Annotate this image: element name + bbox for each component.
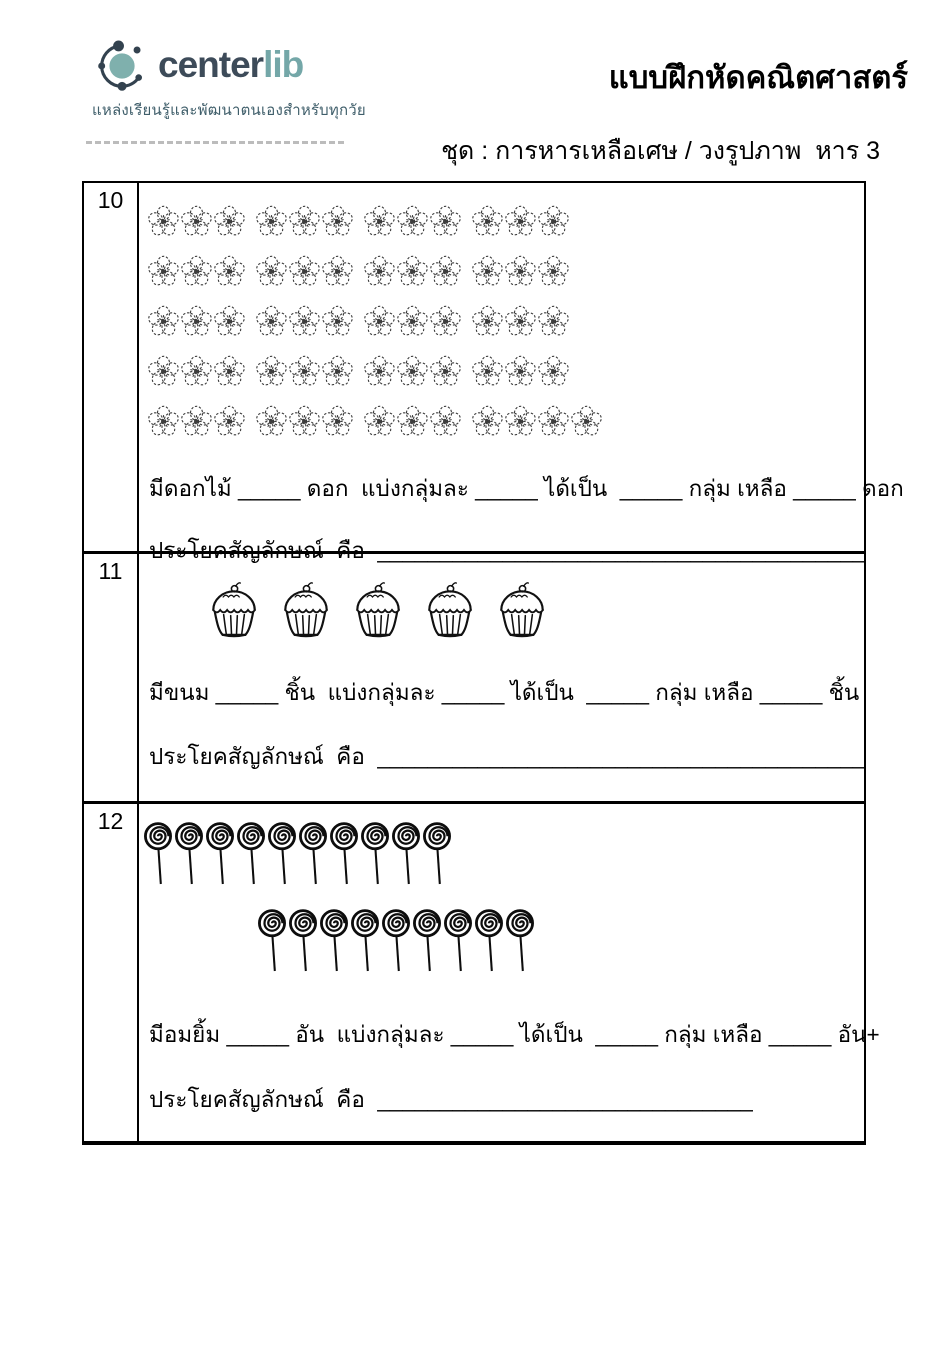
answer-blank: _______________________________________ — [377, 744, 866, 769]
picture-grid-flowers — [147, 203, 612, 453]
picture-group — [471, 303, 570, 340]
picture-row — [147, 353, 612, 390]
flower-icon — [180, 253, 213, 290]
flower-icon — [429, 303, 462, 340]
flower-icon — [255, 403, 288, 440]
picture-group — [255, 303, 354, 340]
flower-icon — [396, 303, 429, 340]
flower-icon — [363, 203, 396, 240]
flower-icon — [321, 353, 354, 390]
flower-icon — [471, 403, 504, 440]
exercise-number: 12 — [84, 804, 139, 1141]
picture-group — [363, 353, 462, 390]
lollipop-icon — [443, 905, 473, 977]
lollipop-icon — [412, 905, 442, 977]
symbol-sentence — [149, 738, 865, 774]
cupcake-icon — [424, 582, 476, 640]
lollipop-icon — [381, 905, 411, 977]
exercise-table — [82, 181, 904, 1145]
page-title: แบบฝึกหัดคณิตศาสตร์ — [608, 60, 908, 95]
symbol-label: ประโยคสัญลักษณ์ คือ — [149, 1087, 378, 1112]
picture-row — [257, 905, 536, 977]
flower-icon — [147, 353, 180, 390]
flower-icon — [537, 303, 570, 340]
flower-icon — [504, 203, 537, 240]
flower-icon — [288, 403, 321, 440]
lollipop-icon — [474, 905, 504, 977]
brand-name — [158, 44, 303, 86]
lollipop-icon — [350, 905, 380, 977]
exercise-content — [139, 183, 904, 563]
fill-in-sentence: มีอมยิ้ม _____ อัน แบ่งกลุ่มละ _____ ได้เป็น _____ กลุ่ม เหลือ _____ อัน+ — [149, 1022, 880, 1047]
flower-icon — [180, 303, 213, 340]
exercise-row-10 — [84, 183, 904, 563]
flower-icon — [363, 353, 396, 390]
exercise-number: 10 — [84, 183, 139, 551]
picture-row — [147, 303, 612, 340]
cupcake-icon — [280, 582, 332, 640]
picture-group — [208, 582, 568, 640]
flower-icon — [429, 403, 462, 440]
flower-icon — [471, 303, 504, 340]
picture-group — [363, 253, 462, 290]
picture-group — [147, 203, 246, 240]
brand-logo — [92, 34, 366, 122]
lollipop-icon — [319, 905, 349, 977]
flower-icon — [537, 203, 570, 240]
lollipop-icon — [329, 818, 359, 890]
flower-icon — [147, 303, 180, 340]
lollipop-icon — [298, 818, 328, 890]
picture-group — [471, 353, 570, 390]
fill-in-sentence: มีขนม _____ ชิ้น แบ่งกลุ่มละ _____ ได้เป็น _____ กลุ่ม เหลือ _____ ชิ้น — [149, 680, 860, 705]
flower-icon — [537, 253, 570, 290]
flower-icon — [255, 303, 288, 340]
picture-group — [363, 403, 462, 440]
cupcake-icon — [208, 582, 260, 640]
flower-icon — [396, 353, 429, 390]
flower-icon — [504, 253, 537, 290]
flower-icon — [396, 403, 429, 440]
picture-group — [471, 203, 570, 240]
picture-grid-cupcakes — [208, 582, 568, 640]
picture-row — [143, 818, 536, 890]
picture-row — [147, 203, 612, 240]
flower-icon — [288, 353, 321, 390]
flower-icon — [213, 253, 246, 290]
flower-icon — [147, 403, 180, 440]
flower-icon — [321, 203, 354, 240]
picture-group — [255, 253, 354, 290]
flower-icon — [363, 253, 396, 290]
picture-group — [257, 905, 536, 977]
picture-row — [147, 253, 612, 290]
flower-icon — [147, 253, 180, 290]
lollipop-icon — [174, 818, 204, 890]
exercise-row-11 — [84, 554, 864, 804]
flower-icon — [537, 353, 570, 390]
flower-icon — [288, 203, 321, 240]
flower-icon — [213, 303, 246, 340]
flower-icon — [396, 253, 429, 290]
flower-icon — [180, 203, 213, 240]
lollipop-icon — [288, 905, 318, 977]
flower-icon — [396, 203, 429, 240]
answer-blank: _______________________________________ — [377, 538, 866, 563]
exercise-content — [139, 554, 864, 801]
picture-grid-lollipops — [143, 818, 536, 992]
flower-icon — [504, 353, 537, 390]
lollipop-icon — [143, 818, 173, 890]
cupcake-icon — [352, 582, 404, 640]
lollipop-icon — [236, 818, 266, 890]
flower-icon — [321, 403, 354, 440]
picture-group — [147, 353, 246, 390]
page-subtitle: ชุด : การหารเหลือเศษ / วงรูปภาพ หาร 3 — [441, 137, 880, 165]
flower-icon — [255, 203, 288, 240]
flower-icon — [429, 253, 462, 290]
brand-name-primary: center — [158, 44, 264, 85]
picture-group — [255, 203, 354, 240]
flower-icon — [321, 303, 354, 340]
symbol-sentence — [149, 1081, 753, 1117]
flower-icon — [213, 353, 246, 390]
flower-icon — [180, 403, 213, 440]
flower-icon — [504, 303, 537, 340]
flower-icon — [147, 203, 180, 240]
flower-icon — [504, 403, 537, 440]
fill-in-sentence: มีดอกไม้ _____ ดอก แบ่งกลุ่มละ _____ ได้เป็น _____ กลุ่ม เหลือ _____ ดอก — [149, 476, 904, 501]
symbol-label: ประโยคสัญลักษณ์ คือ — [149, 744, 378, 769]
flower-icon — [471, 253, 504, 290]
picture-group — [471, 403, 603, 440]
flower-icon — [288, 303, 321, 340]
lollipop-icon — [205, 818, 235, 890]
lollipop-icon — [267, 818, 297, 890]
flower-icon — [429, 203, 462, 240]
exercise-number: 11 — [84, 554, 139, 801]
lollipop-icon — [422, 818, 452, 890]
flower-icon — [180, 353, 213, 390]
faded-dashed-line — [86, 141, 344, 144]
brand-name-secondary: lib — [263, 44, 304, 85]
flower-icon — [537, 403, 570, 440]
lollipop-icon — [391, 818, 421, 890]
flower-icon — [363, 303, 396, 340]
picture-group — [147, 303, 246, 340]
flower-icon — [471, 353, 504, 390]
picture-row — [208, 582, 568, 640]
brand-tagline: แหล่งเรียนรู้และพัฒนาตนเองสำหรับทุกวัย — [92, 102, 366, 119]
flower-icon — [570, 403, 603, 440]
picture-group — [363, 303, 462, 340]
picture-row — [147, 403, 612, 440]
symbol-label: ประโยคสัญลักษณ์ คือ — [149, 538, 378, 563]
flower-icon — [363, 403, 396, 440]
lollipop-icon — [257, 905, 287, 977]
flower-icon — [471, 203, 504, 240]
flower-icon — [321, 253, 354, 290]
picture-group — [255, 403, 354, 440]
picture-group — [143, 818, 453, 890]
flower-icon — [288, 253, 321, 290]
flower-icon — [429, 353, 462, 390]
picture-group — [147, 403, 246, 440]
flower-icon — [255, 353, 288, 390]
picture-group — [147, 253, 246, 290]
exercise-content — [139, 804, 880, 1141]
exercise-row-12 — [84, 804, 880, 1141]
lollipop-icon — [505, 905, 535, 977]
picture-group — [471, 253, 570, 290]
picture-group — [255, 353, 354, 390]
centerlib-logo-icon — [92, 34, 154, 96]
answer-blank: ______________________________ — [377, 1087, 753, 1112]
flower-icon — [213, 203, 246, 240]
flower-icon — [255, 253, 288, 290]
cupcake-icon — [496, 582, 548, 640]
picture-group — [363, 203, 462, 240]
lollipop-icon — [360, 818, 390, 890]
flower-icon — [213, 403, 246, 440]
